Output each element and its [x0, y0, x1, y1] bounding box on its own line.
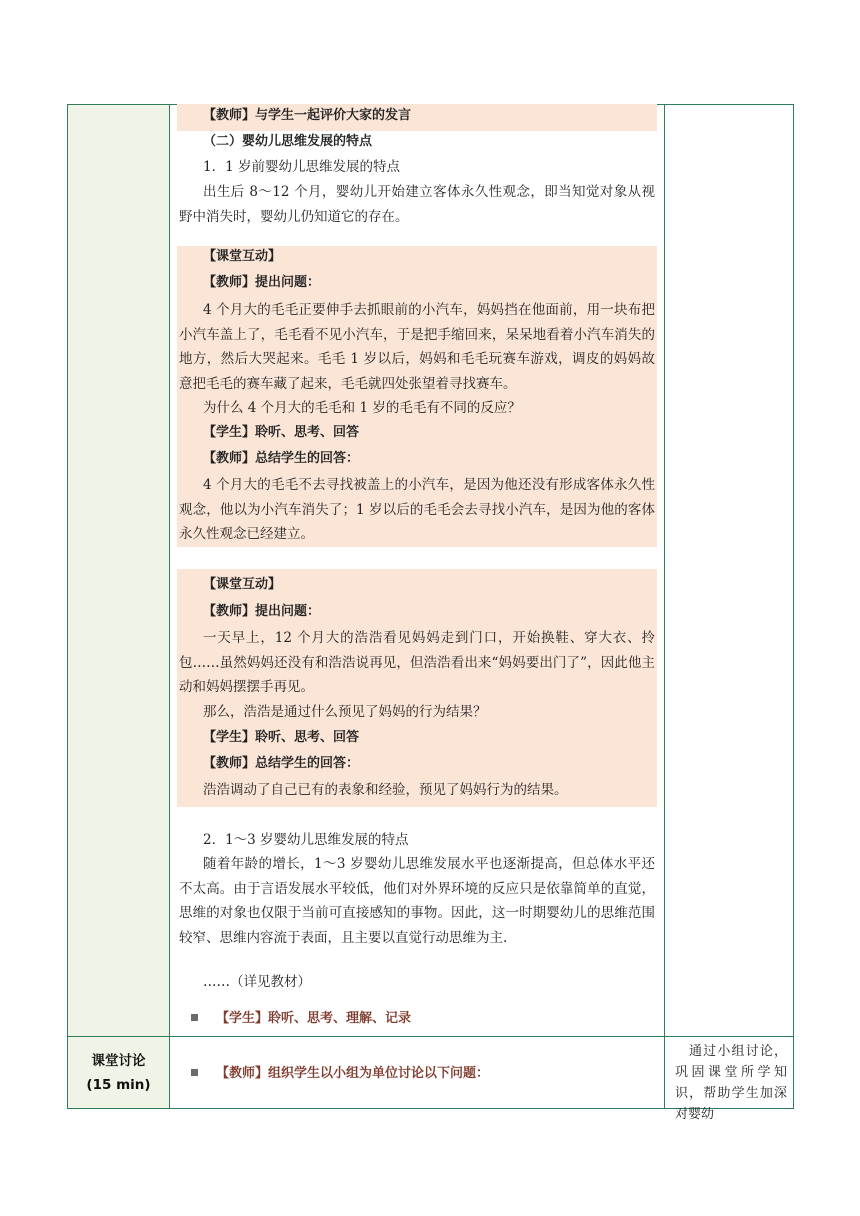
interaction1-student: 【学生】聆听、思考、回答 — [203, 425, 360, 440]
interaction1-label: 【课堂互动】 — [203, 249, 282, 264]
interaction1-story: 4 个月大的毛毛正要伸手去抓眼前的小汽车，妈妈挡在他面前，用一块布把小汽车盖上了，毛毛看不见小汽车，于是把手缩回来，呆呆地看着小汽车消失的地方，然后大哭起来。毛毛 1 岁以后，妈妈和毛毛玩赛车游戏，调皮的妈妈故意把毛毛的赛车藏了起来，毛毛就四处张望着寻找赛车。 — [179, 302, 655, 392]
see-textbook-note: ……（详见教材） — [203, 974, 311, 990]
discussion-teacher-bullet — [191, 1062, 489, 1087]
interaction2-question: 那么，浩浩是通过什么预见了妈妈的行为结果？ — [203, 704, 487, 720]
stage-label-column — [67, 104, 170, 1037]
interaction2-teacher-question: 【教师】提出问题： — [203, 604, 321, 619]
interaction1-teacher-summary: 【教师】总结学生的回答： — [203, 451, 360, 466]
section-subheading: （二）婴幼儿思维发展的特点 — [203, 134, 373, 149]
discussion-note-cell — [664, 1036, 794, 1122]
notes-column — [664, 104, 794, 1037]
discussion-teacher-text: 【教师】组织学生以小组为单位讨论以下问题： — [216, 1066, 490, 1081]
point2-title: 2．1～3 岁婴幼儿思维发展的特点 — [203, 832, 409, 848]
discussion-stage-label — [67, 1036, 170, 1109]
point1-body: 出生后 8～12 个月，婴幼儿开始建立客体永久性观念，即当知觉对象从视野中消失时，婴幼儿仍知道它的存在。 — [179, 184, 655, 225]
student-record-bullet — [191, 1007, 411, 1032]
interaction2-teacher-summary: 【教师】总结学生的回答： — [203, 756, 360, 771]
point1-title: 1．1 岁前婴幼儿思维发展的特点 — [203, 159, 400, 175]
interaction1-teacher-question: 【教师】提出问题： — [203, 275, 321, 290]
interaction2-answer: 浩浩调动了自己已有的表象和经验，预见了妈妈行为的结果。 — [203, 782, 568, 798]
discussion-label-line2: (15 min) — [86, 1076, 151, 1093]
bullet-square-icon — [191, 1014, 198, 1021]
discussion-label-line1: 课堂讨论 — [91, 1052, 146, 1069]
discussion-note: 通过小组讨论，巩固课堂所学知识，帮助学生加深对婴幼 — [675, 1044, 787, 1122]
interaction2-story: 一天早上，12 个月大的浩浩看见妈妈走到门口，开始换鞋、穿大衣、拎包……虽然妈妈还没有和浩浩说再见，但浩浩看出来“妈妈要出门了”，因此他主动和妈妈摆摆手再见。 — [179, 630, 655, 695]
interaction1-answer: 4 个月大的毛毛不去寻找被盖上的小汽车，是因为他还没有形成客体永久性观念，他以为小汽车消失了；1 岁以后的毛毛会去寻找小汽车，是因为他的客体永久性观念已经建立。 — [179, 477, 655, 542]
student-record-text: 【学生】聆听、思考、理解、记录 — [216, 1011, 412, 1026]
teacher-eval-line: 【教师】与学生一起评价大家的发言 — [203, 108, 412, 123]
interaction2-label: 【课堂互动】 — [203, 577, 282, 592]
point2-body: 随着年龄的增长，1～3 岁婴幼儿思维发展水平也逐渐提高，但总体水平还不太高。由于言语发展水平较低，他们对外界环境的反应只是依靠简单的直觉，思维的对象也仅限于当前可直接感知的事物。因此，这一时期婴幼儿的思维范围较窄、思维内容流于表面，且主要以直觉行动思维为主. — [179, 856, 655, 946]
interaction2-student: 【学生】聆听、思考、回答 — [203, 730, 360, 745]
interaction1-question: 为什么 4 个月大的毛毛和 1 岁的毛毛有不同的反应？ — [203, 400, 521, 416]
bullet-square-icon — [191, 1069, 198, 1076]
